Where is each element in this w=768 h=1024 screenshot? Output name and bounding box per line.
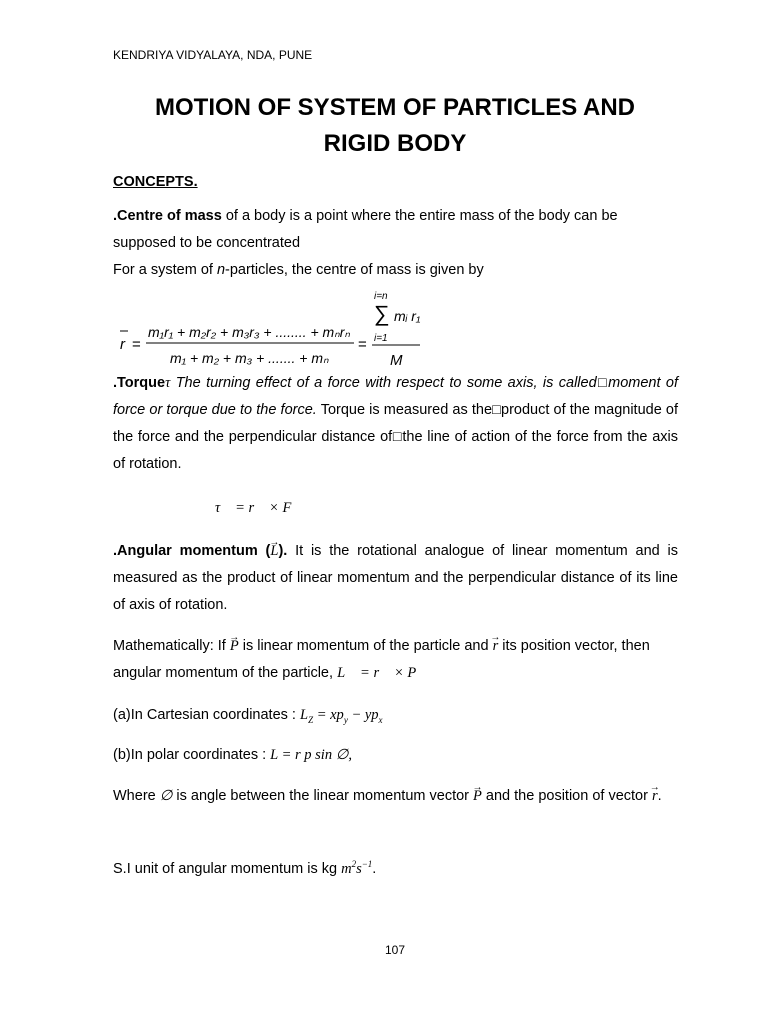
page-title: [100, 90, 690, 162]
mathematically-paragraph: [113, 633, 678, 687]
formula-numerator: m₁r₁ + m₂r₂ + m₃r₃ + ........ + mₙrₙ: [148, 324, 351, 340]
cartesian-minus: − yp: [347, 707, 379, 723]
angular-momentum-term: .Angular momentum (: [113, 543, 271, 559]
where-text-2: is angle between the linear momentum vector: [172, 788, 474, 804]
si-end: .: [372, 860, 377, 877]
sum-term: mᵢ r₁: [394, 308, 421, 324]
sum-denominator: M: [390, 352, 403, 369]
centre-of-mass-paragraph: [113, 203, 678, 284]
polar-label: (b)In polar coordinates :: [113, 747, 271, 763]
concepts-heading: CONCEPTS.: [113, 174, 198, 190]
system-intro-text: For a system of: [113, 262, 217, 278]
torque-formula: τ⃗ = r⃗ × F⃗: [215, 500, 303, 516]
torque-term: .Torque: [113, 375, 166, 391]
cartesian-paragraph: [113, 702, 678, 734]
r-symbol-2: → r: [652, 783, 658, 810]
si-m-exp: 2: [351, 859, 357, 869]
si-unit-text: S.I unit of angular momentum is kg: [113, 860, 342, 877]
math-text-1: Mathematically: If: [113, 638, 230, 654]
where-text-3: and the position of vector: [481, 788, 652, 804]
math-text-3: its position vector, then angular momentum of the particle,: [113, 638, 650, 681]
cartesian-y: y: [343, 714, 348, 725]
phi-symbol: ∅: [159, 788, 173, 804]
svg-text:=: =: [358, 336, 367, 353]
where-text-1: Where: [113, 788, 160, 804]
r-symbol: → r: [493, 633, 499, 660]
system-intro-text-2: -particles, the centre of mass is given by: [225, 262, 484, 278]
si-m: m: [341, 860, 352, 877]
torque-description: Torque is measured as the□product of the magnitude of the force and the perpendicular distance of□the line of action of the force from the axis of rotation.: [113, 402, 678, 472]
angular-momentum-text: It is the rotational analogue of linear momentum and is measured as the product of linear momentum and the perpendicular distance of its line of axis of rotation.: [113, 543, 678, 613]
torque-paragraph: [113, 370, 678, 478]
page-number: 107: [384, 943, 406, 957]
svg-text:=: =: [132, 336, 141, 353]
sigma-icon: ∑: [374, 301, 390, 326]
si-s: s: [356, 860, 362, 877]
sum-bottom: i=1: [374, 333, 388, 344]
si-unit-paragraph: [113, 851, 678, 883]
angular-momentum-term-close: ).: [278, 543, 288, 559]
polar-formula: L = r p sin ∅,: [270, 747, 352, 763]
tau-symbol: τ: [165, 375, 171, 391]
sum-top: i=n: [374, 291, 388, 302]
cartesian-eq: = xp: [313, 707, 344, 723]
formula-lhs: r: [120, 336, 125, 353]
math-text-2: is linear momentum of the particle and: [238, 638, 493, 654]
cartesian-L: L: [299, 707, 309, 723]
centre-of-mass-term: .Centre of mass: [113, 208, 222, 224]
page-header: KENDRIYA VIDYALAYA, NDA, PUNE: [113, 48, 313, 62]
title-line-1: MOTION OF SYSTEM OF PARTICLES AND: [155, 94, 635, 121]
n-symbol: n: [216, 262, 226, 278]
formula-denominator: m₁ + m₂ + m₃ + ....... + mₙ: [170, 350, 329, 366]
angular-momentum-formula: L⃗ = r⃗ × P⃗: [337, 665, 428, 681]
polar-paragraph: [113, 742, 678, 769]
cartesian-x: x: [378, 714, 383, 725]
angular-momentum-paragraph: [113, 538, 678, 619]
where-end: .: [657, 788, 662, 804]
where-paragraph: [113, 783, 678, 810]
cartesian-label: (a)In Cartesian coordinates :: [113, 707, 300, 723]
centre-of-mass-formula: [118, 287, 438, 372]
L-symbol: → L: [270, 538, 278, 565]
centre-of-mass-definition: of a body is a point where the entire mass of the body can be supposed to be concentrated: [113, 208, 618, 251]
title-line-2: RIGID BODY: [323, 130, 467, 157]
torque-definition: The turning effect of a force with respect to some axis, is called□moment of force or torque due to the force.: [113, 375, 678, 418]
si-s-exp: −1: [361, 859, 373, 869]
P-symbol-2: → P: [473, 783, 482, 810]
P-symbol: → P: [230, 633, 239, 660]
cartesian-z: Z: [308, 714, 314, 725]
